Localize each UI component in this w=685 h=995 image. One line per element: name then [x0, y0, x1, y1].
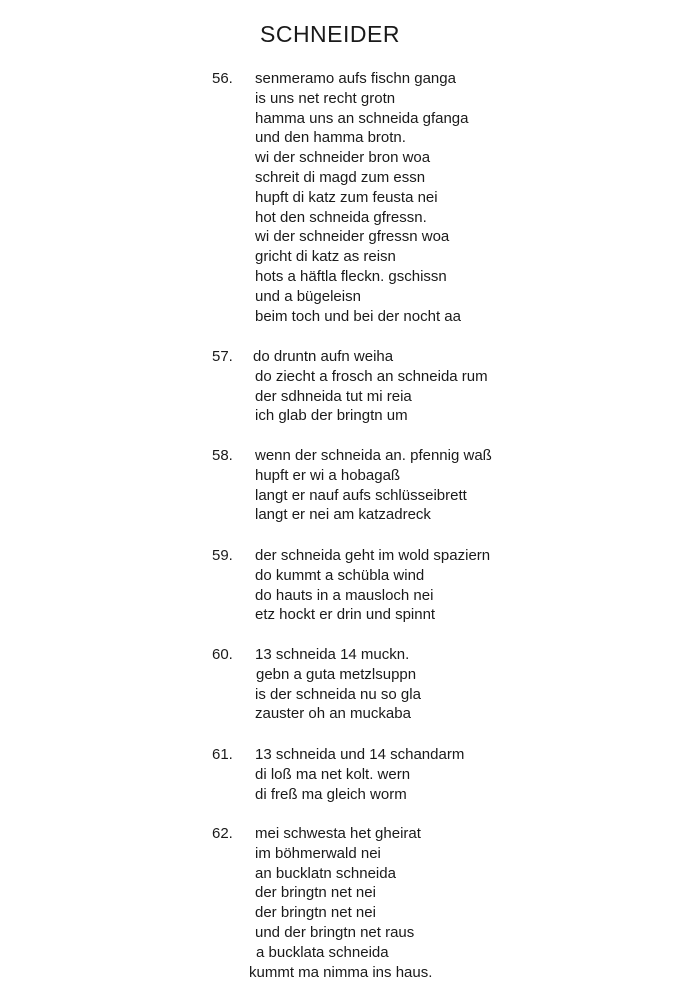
- verse-line: langt er nauf aufs schlüsseibrett: [255, 486, 467, 504]
- verse-line: schreit di magd zum essn: [255, 168, 426, 186]
- verse-line: hamma uns an schneida gfanga: [255, 109, 469, 127]
- stanza-lines: [255, 69, 675, 326]
- verse-line: hupft er wi a hobagaß: [255, 466, 401, 484]
- verse-line: kummt ma nimma ins haus.: [249, 963, 433, 981]
- verse-line: do hauts in a mausloch nei: [255, 586, 434, 604]
- verse-line: di loß ma net kolt. wern: [255, 765, 411, 783]
- verse-line: und der bringtn net raus: [255, 923, 415, 941]
- verse-line: der sdhneida tut mi reia: [255, 387, 412, 405]
- verse-line: wi der schneider gfressn woa: [255, 228, 450, 246]
- stanza-number: 58.: [212, 447, 233, 464]
- stanza-lines: [255, 745, 675, 804]
- stanza-number: 62.: [212, 825, 233, 842]
- verse-line: do druntn aufn weiha: [253, 348, 394, 365]
- verse-line: is uns net recht grotn: [255, 89, 396, 107]
- verse-line: wi der schneider bron woa: [255, 149, 431, 167]
- verse-line: etz hockt er drin und spinnt: [255, 606, 436, 624]
- page-title: SCHNEIDER: [260, 21, 400, 47]
- stanza-number: 56.: [212, 70, 233, 87]
- verse-line: senmeramo aufs fischn ganga: [255, 70, 456, 87]
- stanza-number: 57.: [212, 348, 233, 365]
- stanza-lines: [255, 347, 675, 426]
- verse-line: der schneida geht im wold spaziern: [255, 547, 491, 564]
- stanza-lines: [255, 446, 675, 525]
- verse-line: 13 schneida und 14 schandarm: [255, 746, 465, 763]
- verse-line: do ziecht a frosch an schneida rum: [255, 367, 488, 385]
- verse-line: langt er nei am katzadreck: [255, 506, 431, 524]
- stanza-number: 60.: [212, 646, 233, 663]
- verse-line: hots a häftla fleckn. gschissn: [255, 267, 447, 285]
- verse-line: hot den schneida gfressn.: [255, 208, 427, 226]
- stanza-number: 61.: [212, 746, 233, 763]
- verse-line: gebn a guta metzlsuppn: [256, 665, 417, 683]
- verse-line: an bucklatn schneida: [255, 864, 396, 882]
- verse-line: der bringtn net nei: [255, 904, 376, 922]
- verse-line: a bucklata schneida: [256, 943, 389, 961]
- stanza-lines: [255, 546, 675, 625]
- verse-line: ich glab der bringtn um: [255, 407, 408, 425]
- verse-line: 13 schneida 14 muckn.: [255, 646, 410, 663]
- verse-line: und a bügeleisn: [255, 287, 361, 305]
- verse-line: und den hamma brotn.: [255, 129, 406, 147]
- verse-line: zauster oh an muckaba: [255, 705, 411, 723]
- verse-line: mei schwesta het gheirat: [255, 825, 421, 842]
- verse-line: do kummt a schübla wind: [255, 566, 425, 584]
- verse-line: im böhmerwald nei: [255, 844, 381, 862]
- verse-line: is der schneida nu so gla: [255, 685, 421, 703]
- verse-line: wenn der schneida an. pfennig waß: [255, 447, 492, 464]
- verse-line: di freß ma gleich worm: [255, 785, 407, 803]
- verse-line: beim toch und bei der nocht aa: [255, 307, 461, 325]
- verse-line: der bringtn net nei: [255, 884, 376, 902]
- verse-line: gricht di katz as reisn: [255, 248, 396, 266]
- stanza-number: 59.: [212, 547, 233, 564]
- stanza-lines: [249, 824, 675, 982]
- stanza-lines: [255, 645, 675, 724]
- verse-line: hupft di katz zum feusta nei: [255, 188, 438, 206]
